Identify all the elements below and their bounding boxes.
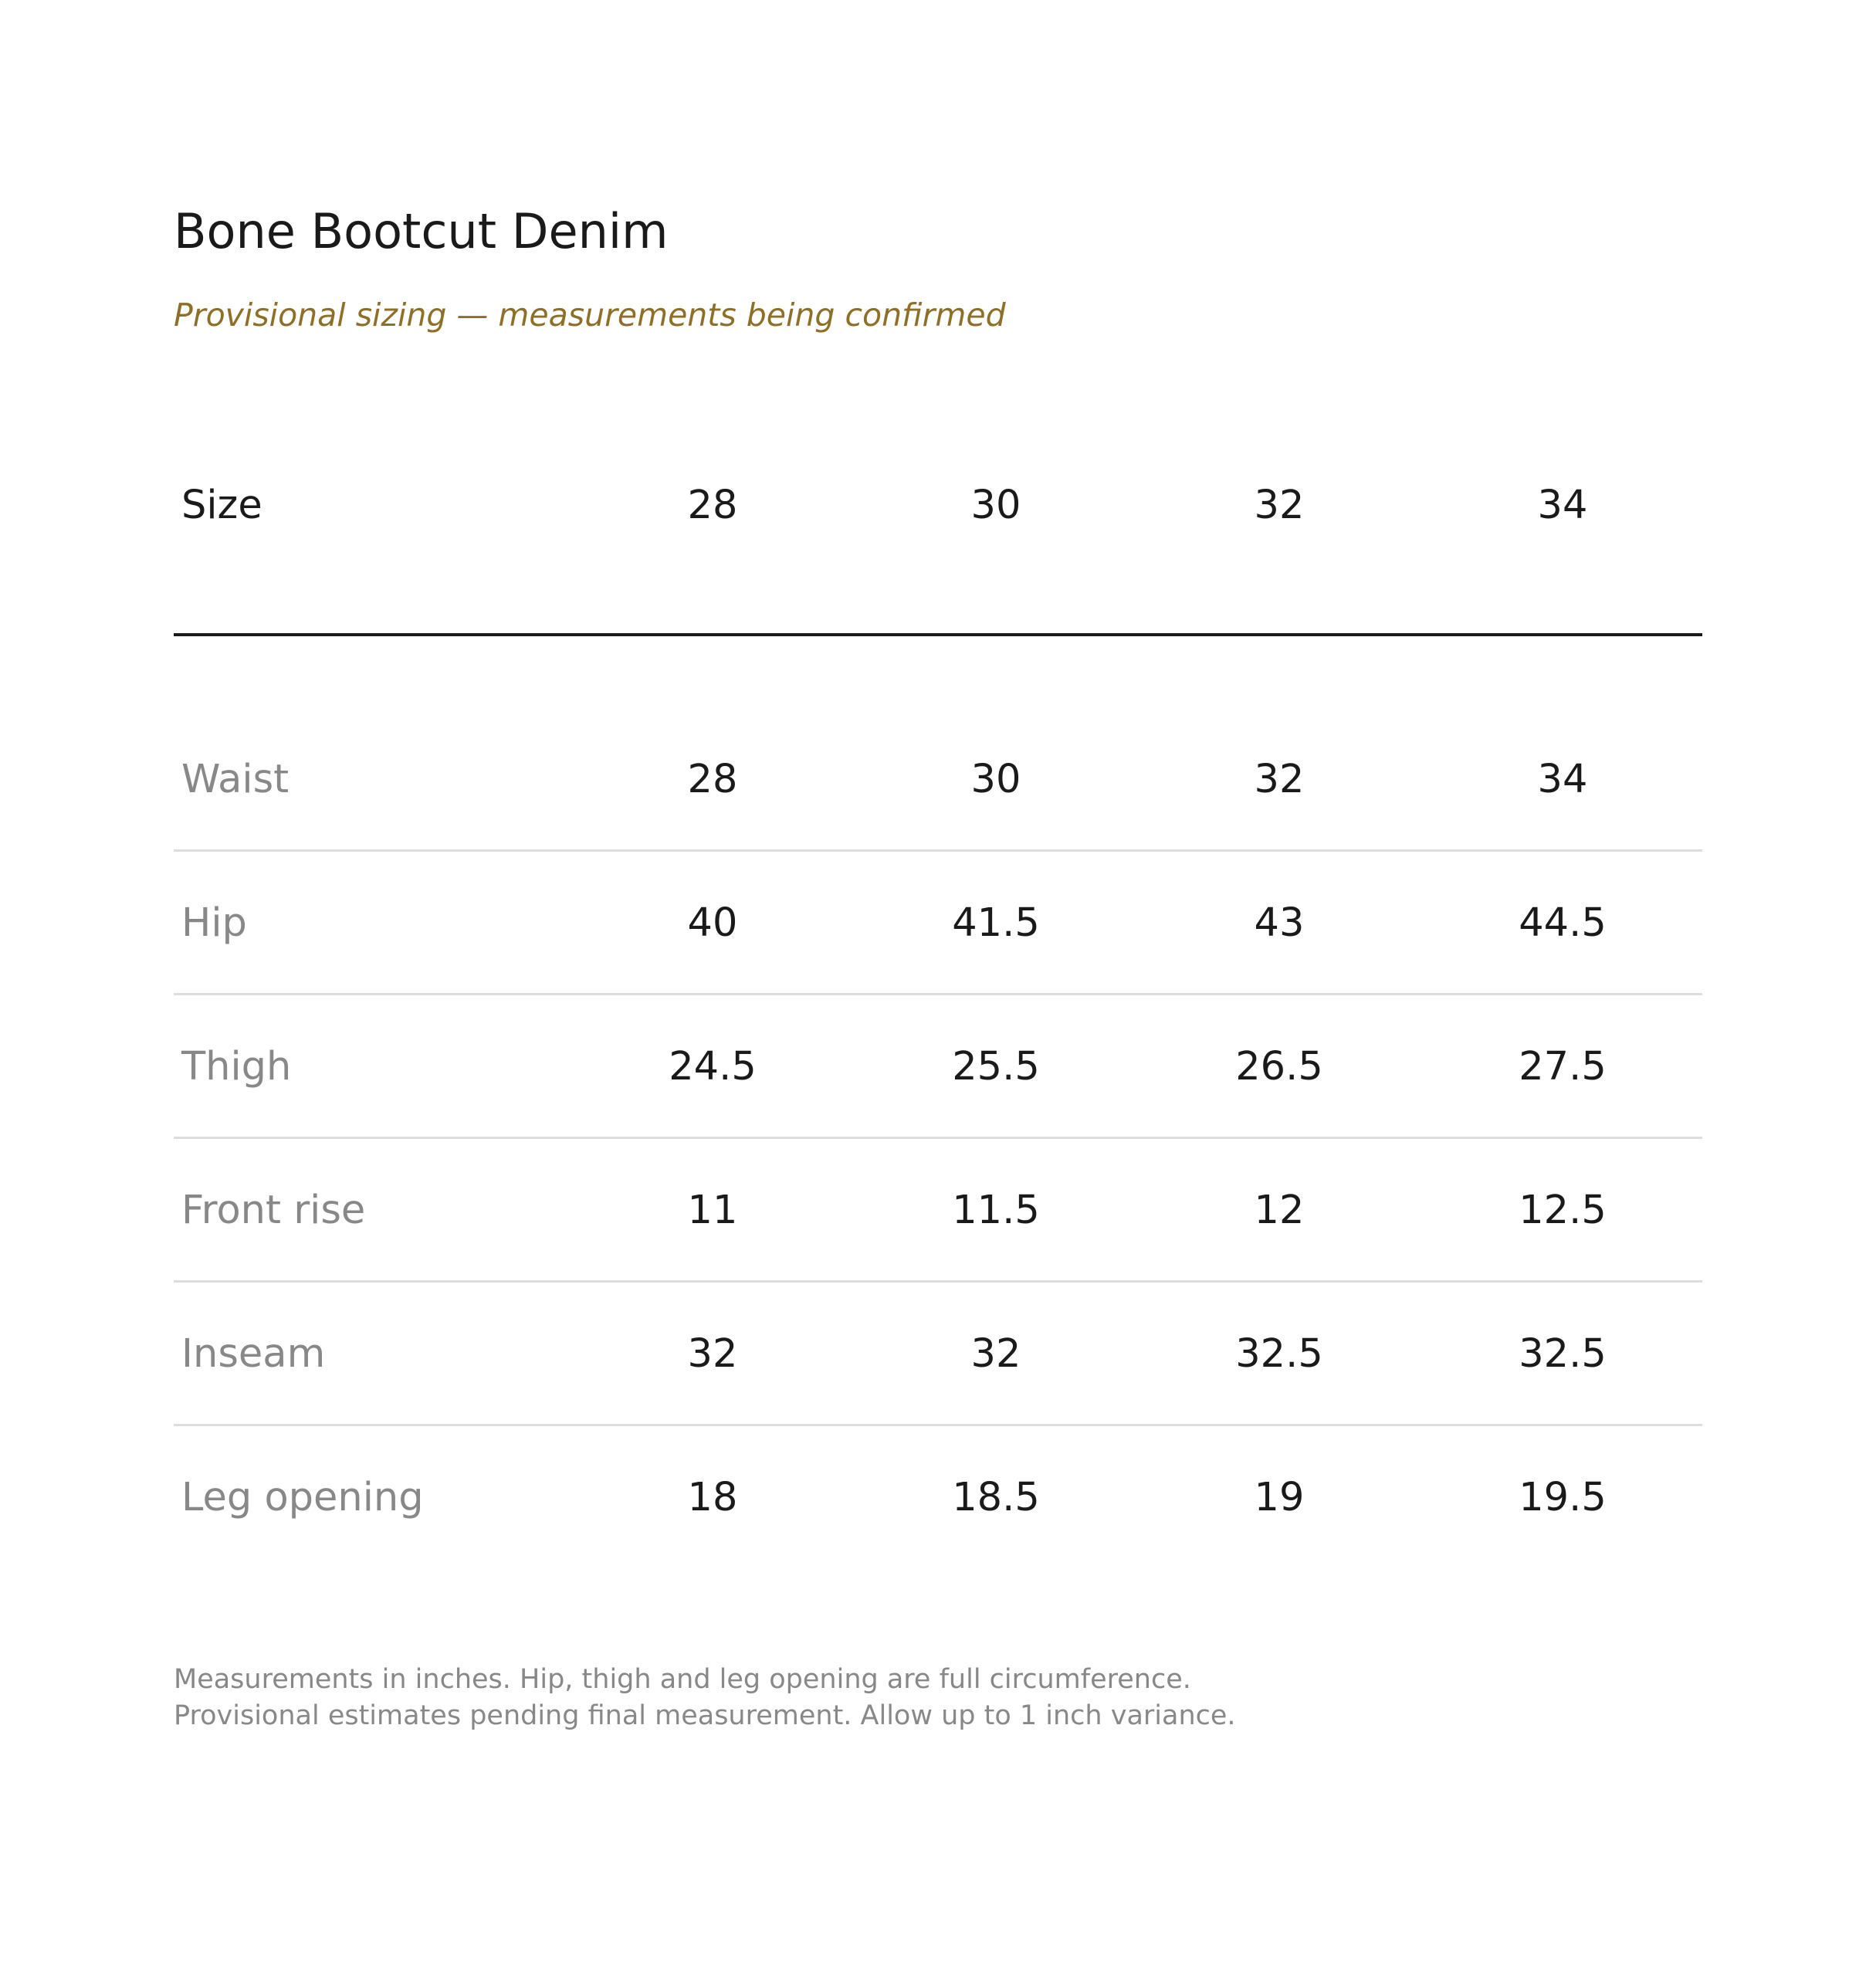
footnote-line: Measurements in inches. Hip, thigh and leg opening are full circumference. xyxy=(174,1664,1191,1695)
table-cell: 19.5 xyxy=(1519,1475,1607,1520)
table-cell: 18 xyxy=(687,1475,738,1520)
row-label: Front rise xyxy=(181,1188,366,1233)
table-cell: 25.5 xyxy=(952,1044,1040,1090)
table-row-inseam xyxy=(174,1283,1702,1426)
table-cell: 32 xyxy=(970,1331,1021,1377)
table-header-row xyxy=(174,467,1702,544)
table-cell: 27.5 xyxy=(1519,1044,1607,1090)
table-cell: 43 xyxy=(1254,900,1305,946)
header-size: 28 xyxy=(687,483,738,528)
table-row-waist xyxy=(174,708,1702,852)
table-cell: 26.5 xyxy=(1235,1044,1323,1090)
header-divider xyxy=(174,633,1702,636)
table-cell: 41.5 xyxy=(952,900,1040,946)
table-cell: 11 xyxy=(687,1188,738,1233)
table-cell: 24.5 xyxy=(669,1044,757,1090)
table-cell: 11.5 xyxy=(952,1188,1040,1233)
row-label: Waist xyxy=(181,757,290,802)
table-cell: 12 xyxy=(1254,1188,1305,1233)
header-label-size: Size xyxy=(181,483,262,528)
row-label: Hip xyxy=(181,900,247,946)
table-cell: 32 xyxy=(1254,757,1305,802)
header-size: 32 xyxy=(1254,483,1305,528)
page-title: Bone Bootcut Denim xyxy=(174,202,669,259)
table-row-front-rise xyxy=(174,1139,1702,1283)
table-cell: 28 xyxy=(687,757,738,802)
footnote-line: Provisional estimates pending final measurement. Allow up to 1 inch variance. xyxy=(174,1700,1236,1731)
row-label: Leg opening xyxy=(181,1475,424,1520)
table-row-thigh xyxy=(174,995,1702,1139)
table-cell: 12.5 xyxy=(1519,1188,1607,1233)
table-cell: 34 xyxy=(1537,757,1588,802)
table-cell: 32.5 xyxy=(1235,1331,1323,1377)
footnote xyxy=(174,1662,1236,1734)
header-size: 30 xyxy=(970,483,1021,528)
row-label: Inseam xyxy=(181,1331,326,1377)
table-cell: 32 xyxy=(687,1331,738,1377)
header-size: 34 xyxy=(1537,483,1588,528)
row-label: Thigh xyxy=(181,1044,292,1090)
table-row-hip xyxy=(174,852,1702,995)
table-cell: 30 xyxy=(970,757,1021,802)
table-cell: 40 xyxy=(687,900,738,946)
table-cell: 44.5 xyxy=(1519,900,1607,946)
table-row-leg-opening xyxy=(174,1426,1702,1570)
table-cell: 19 xyxy=(1254,1475,1305,1520)
table-cell: 18.5 xyxy=(952,1475,1040,1520)
table-cell: 32.5 xyxy=(1519,1331,1607,1377)
provisional-notice: Provisional sizing — measurements being confirmed xyxy=(174,297,1006,334)
